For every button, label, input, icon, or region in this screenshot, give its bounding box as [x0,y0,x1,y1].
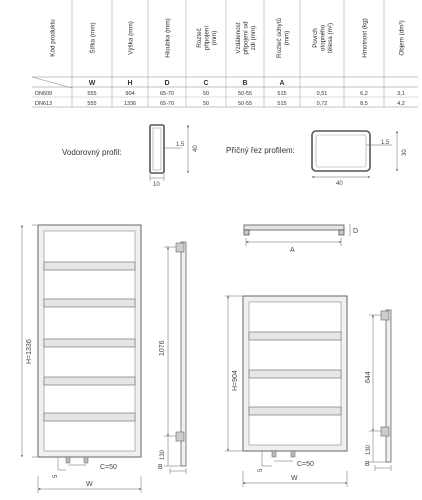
large-c-dim: C=50 [100,464,117,471]
large-bottom-dim: 130 [160,449,166,460]
table-header-vol: Objem (dm³) [398,20,406,56]
table-cell-height: 1336 [123,101,137,107]
table-letter-row [89,80,285,87]
table-letter-hold: A [279,80,285,87]
table-letter-height: H [127,80,133,87]
table-header-width: Šířka (mm) [89,22,97,54]
horizontal-wall-dim: 1.5 [176,142,185,148]
table-cell-wall: 50-55 [237,91,253,97]
large-radiator-drawing [22,225,141,493]
table-cell-hold: 515 [277,91,287,97]
table-cell-wall: 50-55 [237,101,253,107]
table-header-conn: Roztečpřipojení(mm) [196,25,218,51]
table-header-mass: Hmotnost (kg) [361,18,369,58]
large-w-dim: W [86,481,93,488]
top-view-drawing [244,224,358,254]
table-cell-mass: 6,2 [360,91,368,97]
table-header-surf: Povrchotopnéhotělesa (m²) [312,22,334,54]
table-body [35,91,405,107]
table-cell-conn: 50 [202,101,210,107]
table-letter-width: W [88,80,96,87]
cross-profile-drawing [312,131,408,187]
small-five-dim: 5 [258,468,264,472]
table-cell-code: DN609 [35,91,53,97]
table-header-height: Výška (mm) [127,21,135,55]
table-cell-depth: 65-70 [159,91,175,97]
table-cell-hold: 515 [277,101,287,107]
table-header-row [50,18,406,58]
table-cell-surf: 0,51 [316,91,328,97]
table-header-code: Kód produktu [49,19,57,57]
small-c-dim: C=50 [297,461,314,468]
table-cell-mass: 8,5 [360,101,368,107]
large-radiator-side-view [158,242,186,474]
table-letter-conn: C [203,80,209,87]
table-letter-wall: B [242,80,248,87]
small-radiator-side-view [365,310,391,471]
cross-width-dim: 40 [336,181,343,187]
table-cell-width: 555 [87,91,97,97]
large-b-dim: B [158,464,163,471]
cross-profile-label: Příčný řez profilem: [226,146,295,155]
small-radiator-drawing [225,296,347,487]
table-header-hold: Rozteč úchytů(mm) [275,18,291,58]
small-b-dim: B [365,461,370,468]
table-header-depth: Hloubka (mm) [164,18,172,58]
cross-height-dim: 30 [402,149,408,156]
table-cell-vol: 3,1 [397,91,405,97]
horizontal-profile-label: Vodorovný profil: [62,148,122,157]
table-cell-surf: 0,72 [316,101,328,107]
large-gap-dim: 1076 [159,340,166,356]
table-cell-conn: 50 [202,91,210,97]
top-view-d-label: D [353,228,359,235]
table-cell-height: 904 [125,91,135,97]
small-gap-dim: 644 [365,371,372,383]
large-height-label: H=1336 [26,339,33,364]
horizontal-profile-drawing [150,125,199,188]
large-five-dim: 5 [53,474,59,478]
small-w-dim: W [291,475,298,482]
table-cell-depth: 65-70 [159,101,175,107]
horizontal-width-dim: 10 [153,182,160,188]
spec-table [32,0,418,107]
cross-wall-dim: 1.5 [381,140,390,146]
horizontal-height-dim: 40 [193,145,199,152]
small-bottom-dim: 130 [366,444,372,455]
table-cell-code: DN613 [35,101,53,107]
table-letter-depth: D [164,80,170,87]
table-cell-width: 555 [87,101,97,107]
small-height-label: H=904 [232,370,239,391]
top-view-a-label: A [290,247,295,254]
table-cell-vol: 4,2 [397,101,405,107]
table-header-wall: Vzdálenostpřipojení odzdi (mm) [235,21,257,55]
